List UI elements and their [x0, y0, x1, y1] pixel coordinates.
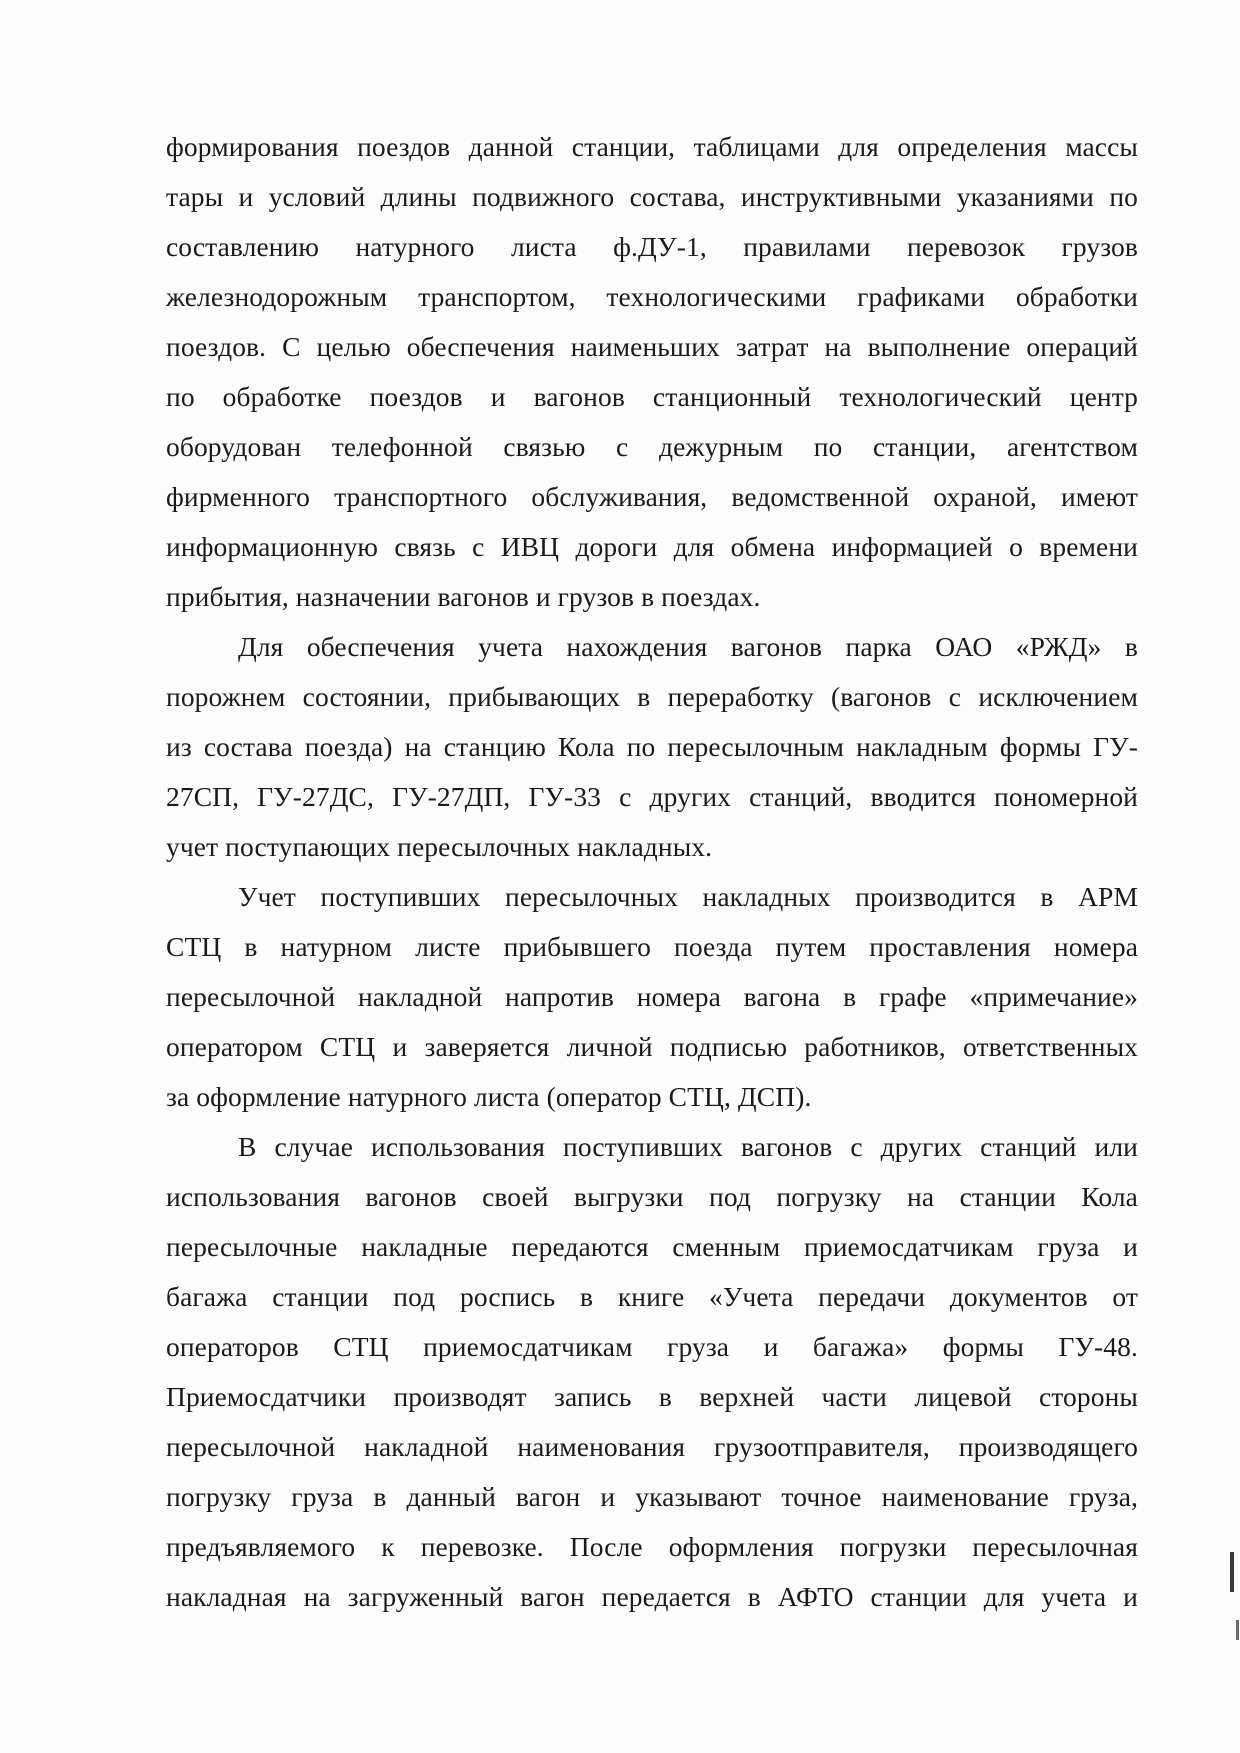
paragraph	[166, 872, 1138, 1122]
text-line: прибытия, назначении вагонов и грузов в поездах.	[166, 581, 761, 612]
text-line: тары и условий длины подвижного состава, инструктивными указаниями по	[166, 181, 1138, 212]
paragraph	[166, 1122, 1138, 1622]
text-line: учет поступающих пересылочных накладных.	[166, 831, 713, 862]
text-line: из состава поезда) на станцию Кола по пересылочным накладным формы ГУ-	[166, 731, 1138, 762]
text-line: железнодорожным транспортом, технологическими графиками обработки	[166, 281, 1138, 312]
text-line: оборудован телефонной связью с дежурным по станции, агентством	[166, 431, 1138, 462]
text-line: предъявляемого к перевозке. После оформления погрузки пересылочная	[166, 1531, 1138, 1562]
text-line: 27СП, ГУ-27ДС, ГУ-27ДП, ГУ-33 с других станций, вводится пономерной	[166, 781, 1138, 812]
text-line: Учет поступивших пересылочных накладных производится в АРМ	[238, 881, 1138, 912]
text-line: багажа станции под роспись в книге «Учета передачи документов от	[166, 1281, 1138, 1312]
paragraph	[166, 122, 1138, 622]
text-line: составлению натурного листа ф.ДУ-1, правилами перевозок грузов	[166, 231, 1138, 262]
text-line: формирования поездов данной станции, таблицами для определения массы	[166, 131, 1138, 162]
text-line: поездов. С целью обеспечения наименьших затрат на выполнение операций	[166, 331, 1138, 362]
text-line: пересылочные накладные передаются сменным приемосдатчикам груза и	[166, 1231, 1138, 1262]
paragraph	[166, 622, 1138, 872]
text-line: погрузку груза в данный вагон и указывают точное наименование груза,	[166, 1481, 1138, 1512]
document-body	[166, 122, 1138, 1622]
text-line: пересылочной накладной напротив номера вагона в графе «примечание»	[166, 981, 1138, 1012]
text-line: использования вагонов своей выгрузки под погрузку на станции Кола	[166, 1181, 1138, 1212]
text-line: Приемосдатчики производят запись в верхней части лицевой стороны	[166, 1381, 1138, 1412]
text-line: фирменного транспортного обслуживания, ведомственной охраной, имеют	[166, 481, 1138, 512]
text-line: за оформление натурного листа (оператор СТЦ, ДСП).	[166, 1081, 812, 1112]
text-line: информационную связь с ИВЦ дороги для обмена информацией о времени	[166, 531, 1138, 562]
text-line: В случае использования поступивших вагонов с других станций или	[238, 1131, 1138, 1162]
text-line: порожнем состоянии, прибывающих в переработку (вагонов с исключением	[166, 681, 1138, 712]
text-line: пересылочной накладной наименования грузоотправителя, производящего	[166, 1431, 1138, 1462]
scan-edge-mark	[1230, 1552, 1234, 1592]
text-line: по обработке поездов и вагонов станционный технологический центр	[166, 381, 1138, 412]
text-line: Для обеспечения учета нахождения вагонов парка ОАО «РЖД» в	[238, 631, 1138, 662]
text-line: операторов СТЦ приемосдатчикам груза и багажа» формы ГУ-48.	[166, 1331, 1138, 1362]
scan-edge-mark	[1236, 1620, 1239, 1640]
text-line: СТЦ в натурном листе прибывшего поезда путем проставления номера	[166, 931, 1138, 962]
text-line: оператором СТЦ и заверяется личной подписью работников, ответственных	[166, 1031, 1138, 1062]
text-line: накладная на загруженный вагон передается в АФТО станции для учета и	[166, 1581, 1138, 1612]
